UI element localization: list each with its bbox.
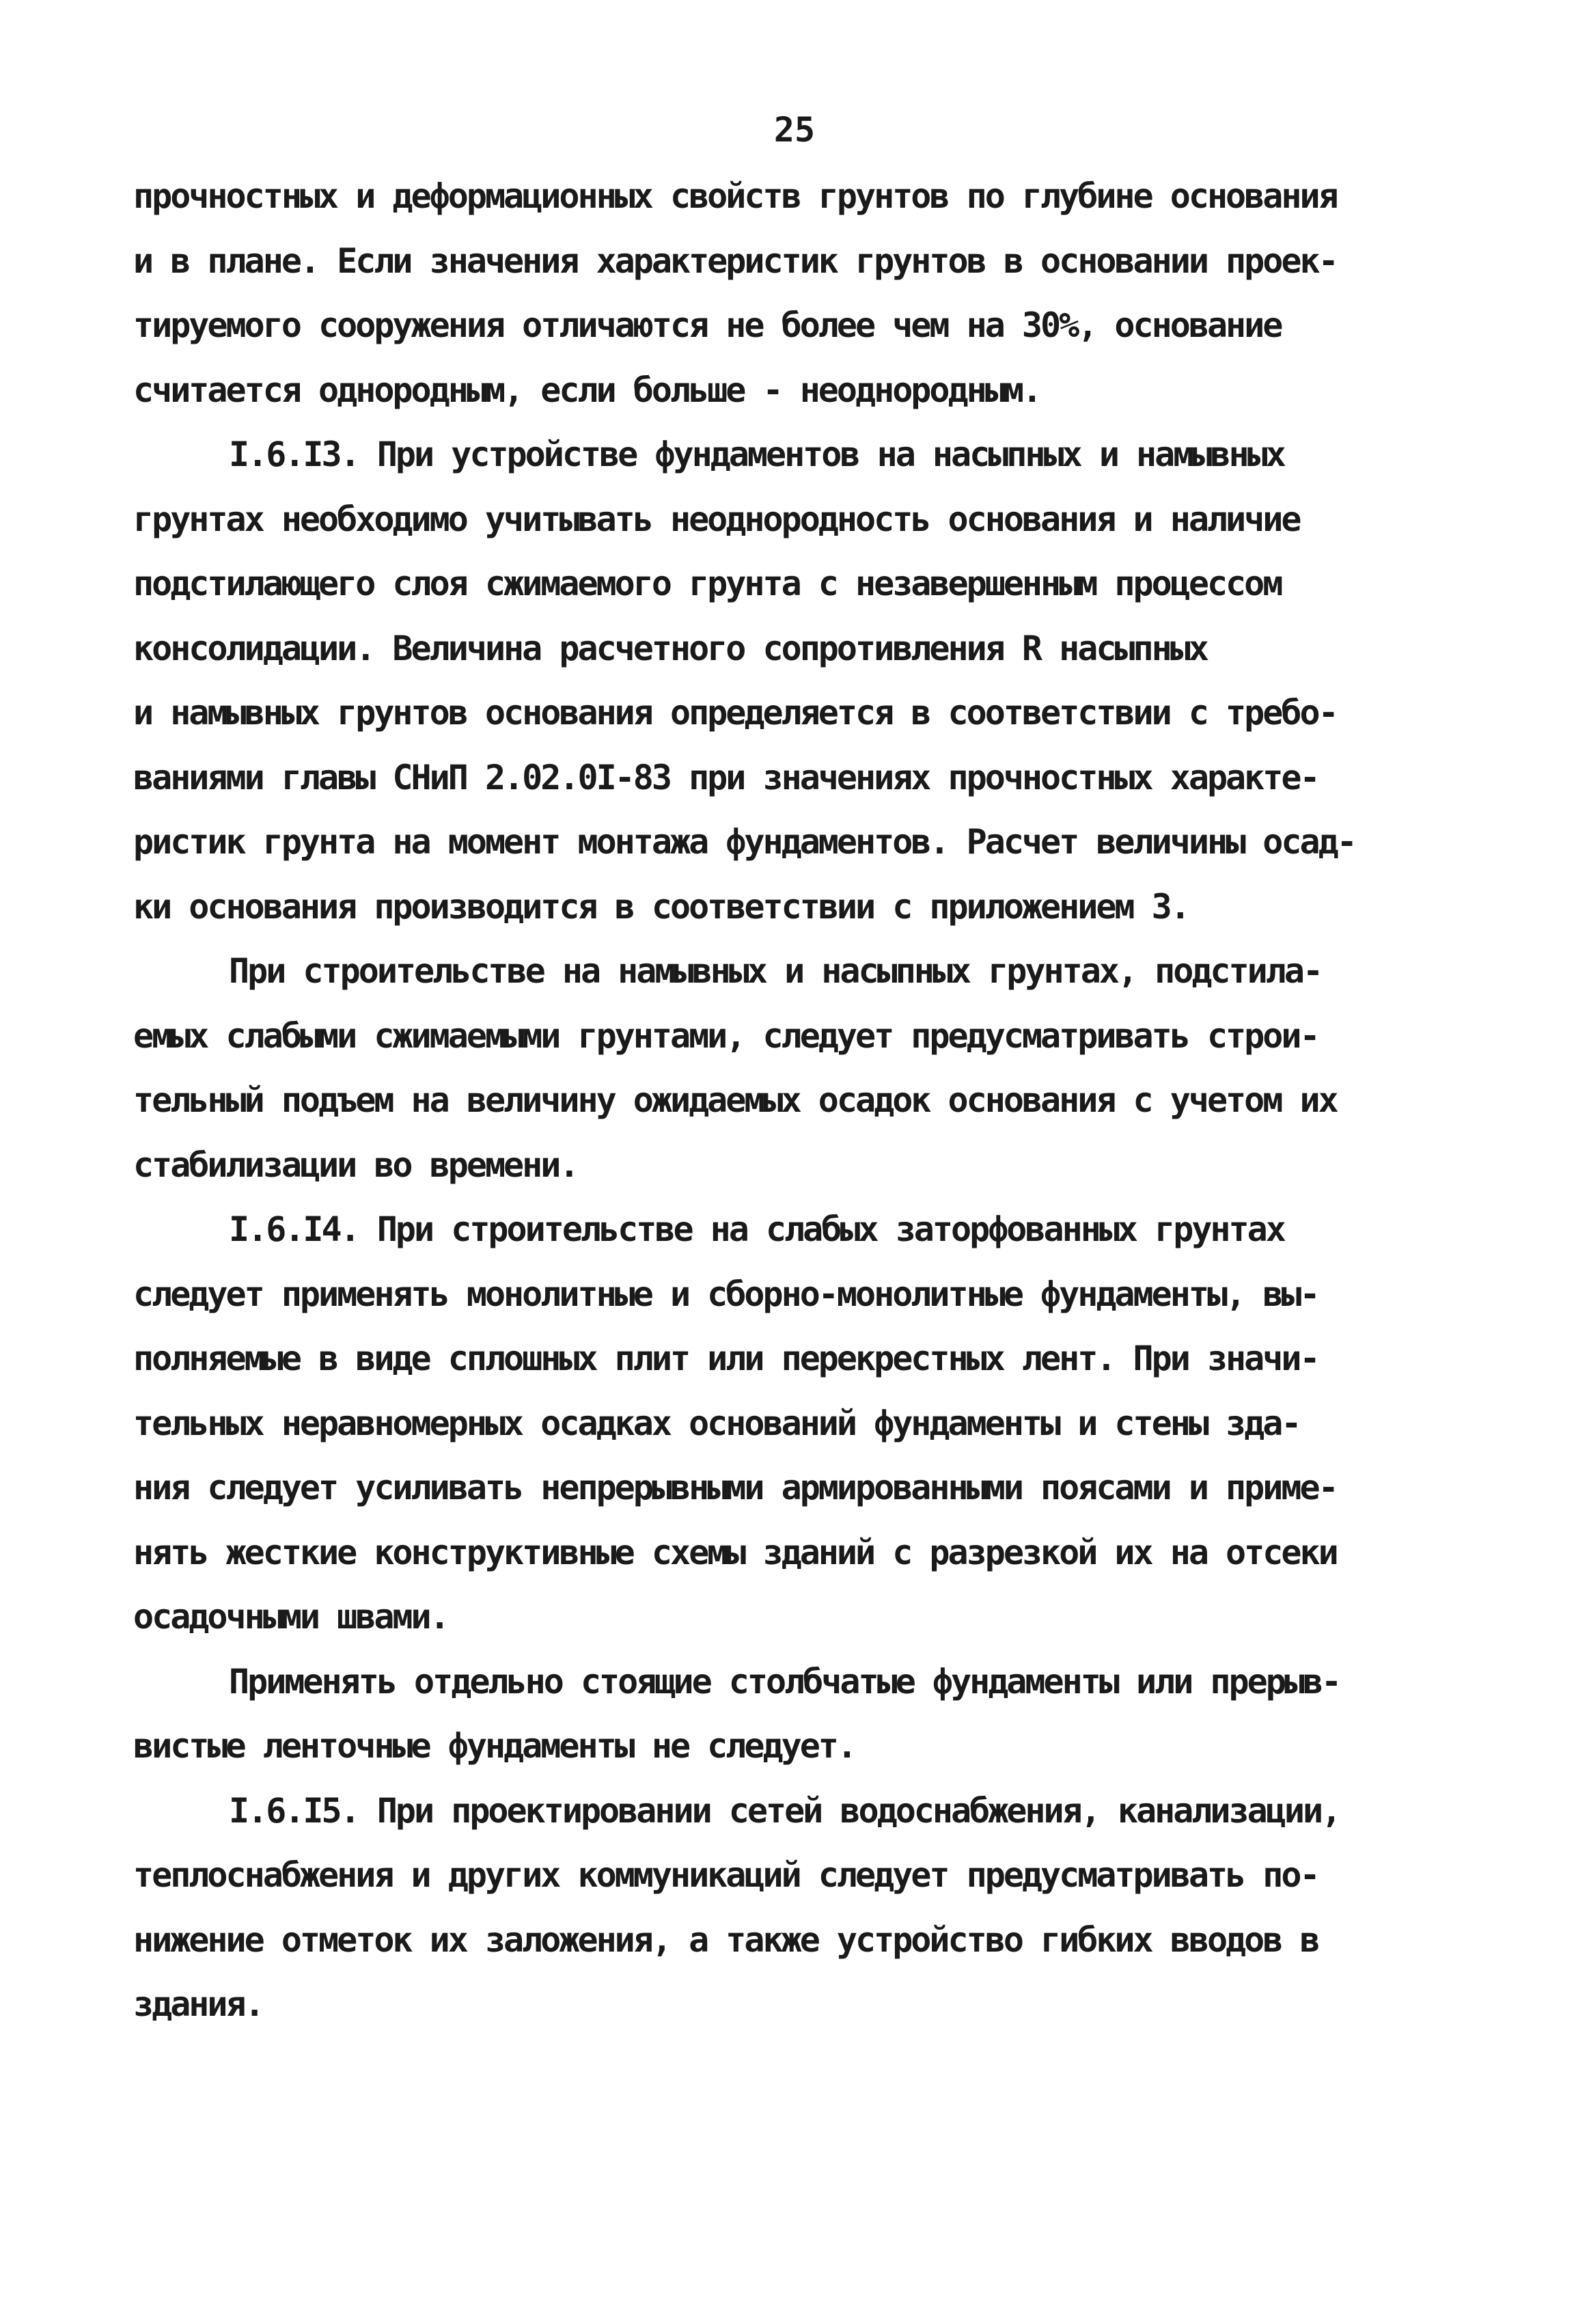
text-line: консолидации. Величина расчетного сопротивления R насыпных (133, 628, 1207, 668)
text-line: прочностных и деформационных свойств грунтов по глубине основания (133, 176, 1337, 216)
text-line: тельный подъем на величину ожидаемых осадок основания с учетом их (133, 1080, 1337, 1120)
text-line: тельных неравномерных осадках оснований фундаменты и стены зда- (133, 1403, 1300, 1443)
text-line: полняемые в виде сплошных плит или перекрестных лент. При значи- (133, 1339, 1318, 1378)
text-line: здания. (133, 1984, 263, 2024)
text-line: нять жесткие конструктивные схемы зданий с разрезкой их на отсеки (133, 1532, 1337, 1572)
text-line: нижение отметок их заложения, а также устройство гибких вводов в (133, 1919, 1318, 1960)
document-body (133, 164, 1431, 2037)
text-line: и намывных грунтов основания определяется в соответствии с требо- (133, 693, 1337, 733)
text-line: стабилизации во времени. (133, 1145, 578, 1185)
text-line: и в плане. Если значения характеристик грунтов в основании проек- (133, 241, 1337, 281)
text-line: следует применять монолитные и сборно-монолитные фундаменты, вы- (133, 1274, 1318, 1314)
text-line: вистые ленточные фундаменты не следует. (133, 1726, 855, 1766)
text-line: ристик грунта на момент монтажа фундаментов. Расчет величины осад- (133, 822, 1355, 862)
text-line: теплоснабжения и других коммуникаций следует предусматривать по- (133, 1855, 1318, 1895)
text-line: тируемого сооружения отличаются не более чем на 30%, основание (133, 305, 1282, 345)
section-1-6-15-first-line: I.6.I5. При проектировании сетей водоснабжения, канализации, (229, 1790, 1340, 1831)
text-line: грунтах необходимо учитывать неоднородность основания и наличие (133, 499, 1300, 539)
section-1-6-14-first-line: I.6.I4. При строительстве на слабых заторфованных грунтах (229, 1209, 1284, 1249)
text-line: ваниями главы СНиП 2.02.0I-83 при значениях прочностных характе- (133, 757, 1318, 797)
text-line: ния следует усиливать непрерывными армированными поясами и приме- (133, 1468, 1337, 1507)
text-line: ки основания производится в соответствии с приложением 3. (133, 886, 1189, 927)
section-1-6-13-first-line: I.6.I3. При устройстве фундаментов на насыпных и намывных (229, 435, 1284, 474)
page-number: 25 (773, 110, 816, 150)
text-line: подстилающего слоя сжимаемого грунта с незавершенным процессом (133, 564, 1282, 603)
text-line: осадочными швами. (133, 1597, 448, 1637)
text-line: емых слабыми сжимаемыми грунтами, следует предусматривать строи- (133, 1015, 1318, 1056)
text-line: считается однородным, если больше - неоднородным. (133, 370, 1041, 410)
paragraph-first-line: При строительстве на намывных и насыпных грунтах, подстила- (229, 951, 1322, 991)
paragraph-first-line: Применять отдельно стоящие столбчатые фундаменты или прерыв- (229, 1661, 1340, 1701)
